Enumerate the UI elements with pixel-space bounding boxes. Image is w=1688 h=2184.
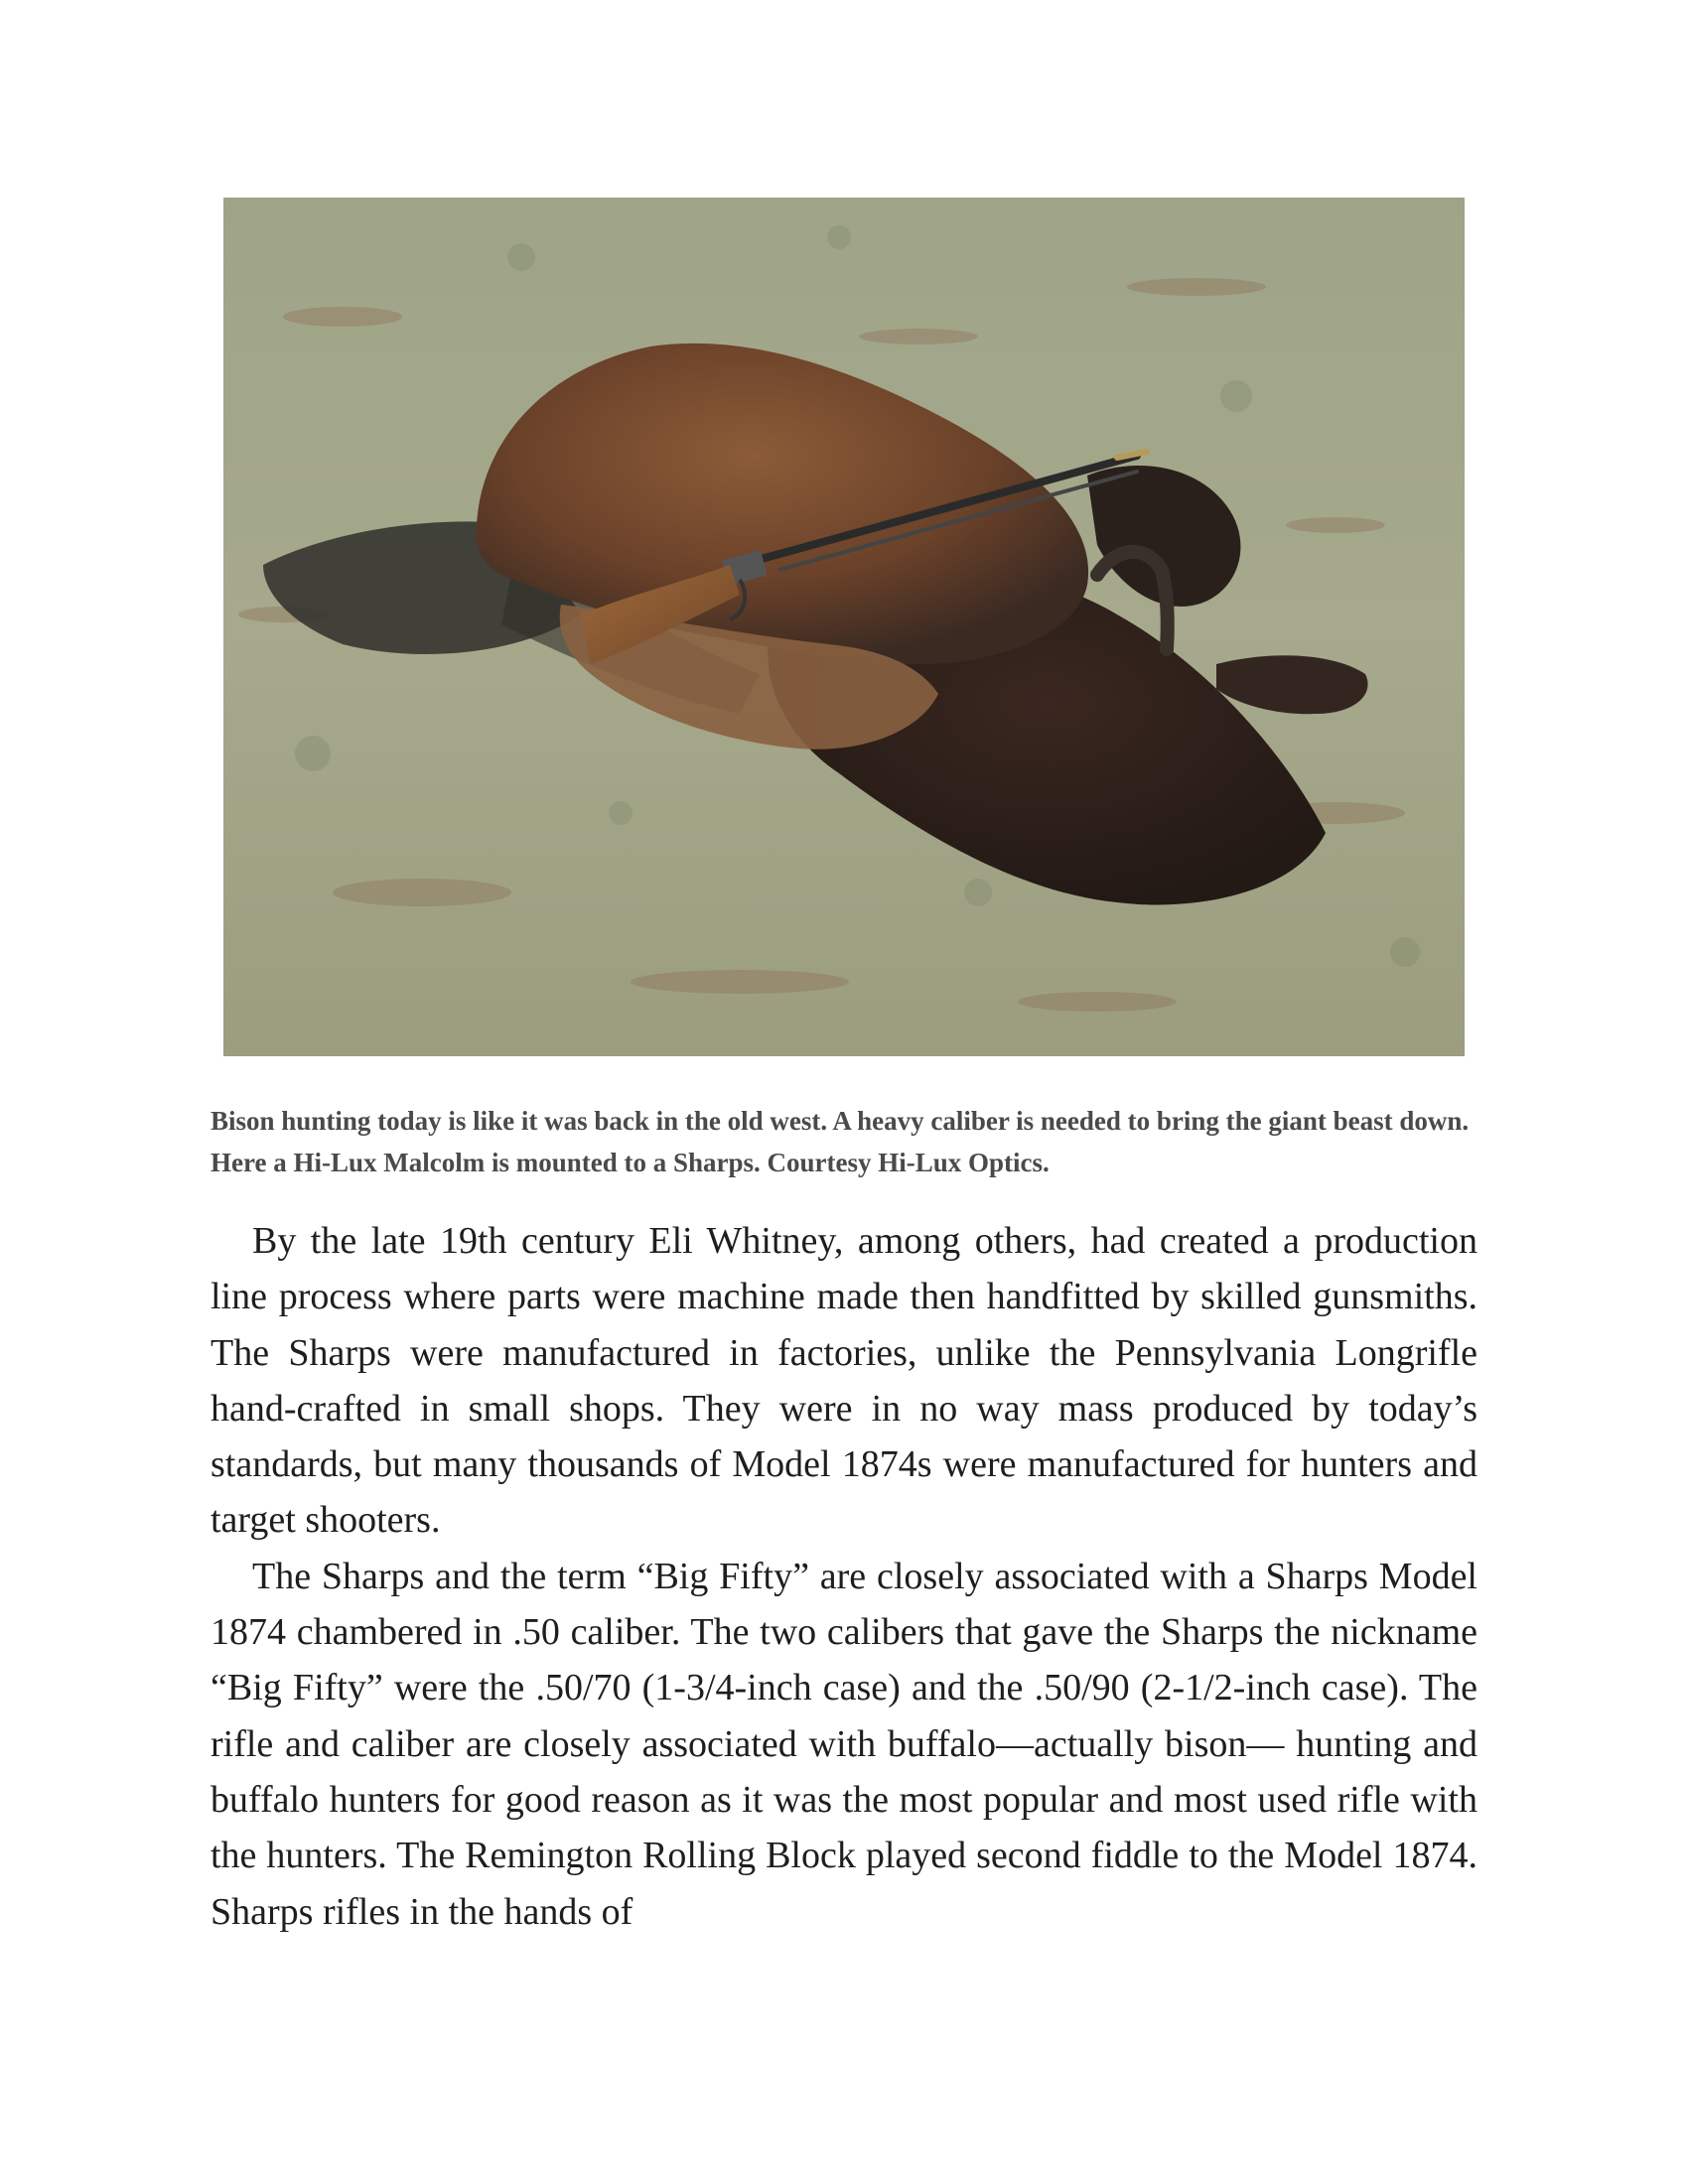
figure-caption: Bison hunting today is like it was back in the old west. A heavy caliber is needed to bring the giant beast down. Here a Hi-Lux Malcolm is mounted to a Sharps. Courtesy Hi-Lux Optics. (211, 1106, 1470, 1177)
paragraph: By the late 19th century Eli Whitney, among others, had created a production line process where parts were machine made then handfitted by skilled gunsmiths. The Sharps were manufactured in factories, unlike the Pennsylvania Longrifle hand-crafted in small shops. They were in no way mass produced by today’s standards, but many thousands of Model 1874s were manufactured for hunters and target shooters. (211, 1220, 1477, 1542)
body-text (211, 1213, 1477, 1940)
paragraph: The Sharps and the term “Big Fifty” are closely associated with a Sharps Model 1874 chambered in .50 caliber. The two calibers that gave the Sharps the nickname “Big Fifty” were the .50/70 (1-3/4-inch case) and the .50/90 (2-1/2-inch case). The rifle and caliber are closely associated with buffalo—actually bison— hunting and buffalo hunters for good reason as it was the most popular and most used rifle with the hunters. The Remington Rolling Block played second fiddle to the Model 1874. Sharps rifles in the hands of (211, 1555, 1477, 1933)
bison-photo-illustration (223, 198, 1465, 1056)
bison-photo (223, 198, 1465, 1056)
